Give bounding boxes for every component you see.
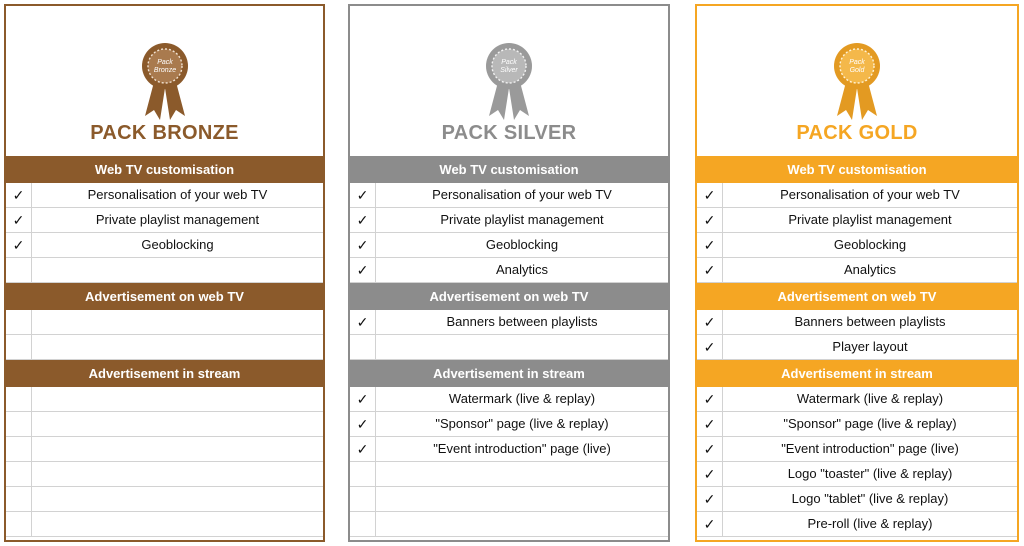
feature-label: Personalisation of your web TV xyxy=(780,187,960,202)
feature-label: Logo "tablet" (live & replay) xyxy=(791,491,949,506)
checkmark-icon xyxy=(6,512,32,536)
feature-row xyxy=(350,258,668,283)
checkmark-icon: ✓ xyxy=(6,208,32,232)
feature-row xyxy=(6,183,323,208)
medal-icon xyxy=(485,42,533,122)
feature-row xyxy=(697,335,1017,360)
feature-label: Pre-roll (live & replay) xyxy=(807,516,933,531)
feature-row xyxy=(6,412,323,437)
medal-text-line2: Gold xyxy=(849,67,865,74)
feature-row xyxy=(6,310,323,335)
pack-header xyxy=(697,6,1017,156)
checkmark-icon xyxy=(6,310,32,334)
feature-label: Watermark (live & replay) xyxy=(796,391,944,406)
feature-label xyxy=(32,310,323,334)
feature-row xyxy=(6,258,323,283)
feature-label: "Event introduction" page (live) xyxy=(433,441,611,456)
checkmark-icon: ✓ xyxy=(697,233,723,257)
checkmark-icon: ✓ xyxy=(697,258,723,282)
checkmark-icon: ✓ xyxy=(350,437,376,461)
checkmark-icon: ✓ xyxy=(350,387,376,411)
medal-text-line1: Pack xyxy=(156,59,173,66)
section-header: Web TV customisation xyxy=(350,156,668,183)
checkmark-icon xyxy=(6,335,32,359)
feature-row xyxy=(350,437,668,462)
checkmark-icon xyxy=(6,387,32,411)
checkmark-icon xyxy=(6,487,32,511)
pack-body xyxy=(6,156,323,537)
feature-label xyxy=(32,258,323,282)
feature-label xyxy=(32,512,323,536)
feature-label xyxy=(32,437,323,461)
checkmark-icon xyxy=(6,412,32,436)
feature-row xyxy=(697,258,1017,283)
checkmark-icon: ✓ xyxy=(697,462,723,486)
section-header: Web TV customisation xyxy=(697,156,1017,183)
feature-row xyxy=(697,208,1017,233)
checkmark-icon xyxy=(6,437,32,461)
medal-icon xyxy=(833,42,881,122)
feature-row xyxy=(697,437,1017,462)
feature-row xyxy=(6,437,323,462)
checkmark-icon xyxy=(6,258,32,282)
checkmark-icon xyxy=(350,462,376,486)
feature-row xyxy=(697,512,1017,537)
checkmark-icon: ✓ xyxy=(6,183,32,207)
feature-row xyxy=(697,462,1017,487)
feature-row xyxy=(350,387,668,412)
feature-label xyxy=(376,462,668,486)
feature-row xyxy=(697,233,1017,258)
checkmark-icon: ✓ xyxy=(350,412,376,436)
checkmark-icon: ✓ xyxy=(350,183,376,207)
feature-row xyxy=(350,310,668,335)
section-header: Advertisement in stream xyxy=(6,360,323,387)
feature-row xyxy=(350,512,668,537)
feature-label: Private playlist management xyxy=(440,212,604,227)
feature-row xyxy=(697,387,1017,412)
feature-label: Geoblocking xyxy=(141,237,214,252)
checkmark-icon: ✓ xyxy=(350,208,376,232)
feature-label: "Sponsor" page (live & replay) xyxy=(435,416,609,431)
feature-label: Player layout xyxy=(832,339,908,354)
feature-label: "Sponsor" page (live & replay) xyxy=(783,416,957,431)
checkmark-icon: ✓ xyxy=(697,412,723,436)
medal-text-line2: Silver xyxy=(500,67,518,74)
feature-row xyxy=(697,310,1017,335)
feature-label: Geoblocking xyxy=(485,237,559,252)
pack-title: PACK BRONZE xyxy=(90,122,239,144)
feature-label: Banners between playlists xyxy=(446,314,598,329)
feature-label: "Event introduction" page (live) xyxy=(781,441,959,456)
feature-label: Analytics xyxy=(495,262,549,277)
feature-row xyxy=(350,208,668,233)
feature-row xyxy=(6,462,323,487)
feature-label: Personalisation of your web TV xyxy=(87,187,268,202)
feature-row xyxy=(350,335,668,360)
checkmark-icon: ✓ xyxy=(697,487,723,511)
feature-row xyxy=(350,233,668,258)
checkmark-icon: ✓ xyxy=(350,310,376,334)
feature-row xyxy=(6,335,323,360)
feature-label: Private playlist management xyxy=(95,212,260,227)
checkmark-icon: ✓ xyxy=(697,310,723,334)
checkmark-icon: ✓ xyxy=(697,183,723,207)
section-header: Advertisement on web TV xyxy=(697,283,1017,310)
feature-row xyxy=(6,387,323,412)
pack-title: PACK SILVER xyxy=(441,122,577,144)
pack-gold-card xyxy=(695,4,1019,542)
feature-label xyxy=(32,387,323,411)
medal-text-line2: Bronze xyxy=(153,67,176,74)
checkmark-icon: ✓ xyxy=(350,233,376,257)
feature-row xyxy=(6,233,323,258)
checkmark-icon xyxy=(6,462,32,486)
checkmark-icon xyxy=(350,512,376,536)
checkmark-icon: ✓ xyxy=(697,437,723,461)
feature-row xyxy=(6,208,323,233)
checkmark-icon: ✓ xyxy=(697,387,723,411)
section-header: Web TV customisation xyxy=(6,156,323,183)
feature-row xyxy=(6,487,323,512)
feature-row xyxy=(697,412,1017,437)
feature-row xyxy=(350,487,668,512)
pack-body xyxy=(350,156,668,537)
feature-label: Banners between playlists xyxy=(794,314,946,329)
pack-silver-card xyxy=(348,4,670,542)
checkmark-icon xyxy=(350,335,376,359)
feature-label: Logo "toaster" (live & replay) xyxy=(787,466,953,481)
feature-label xyxy=(32,335,323,359)
feature-label xyxy=(32,462,323,486)
checkmark-icon xyxy=(350,487,376,511)
feature-row xyxy=(697,183,1017,208)
feature-row xyxy=(350,412,668,437)
feature-label xyxy=(376,487,668,511)
section-header: Advertisement on web TV xyxy=(6,283,323,310)
checkmark-icon: ✓ xyxy=(697,512,723,536)
feature-row xyxy=(697,487,1017,512)
medal-text-line1: Pack xyxy=(501,59,517,66)
pack-title: PACK GOLD xyxy=(796,122,918,144)
feature-row xyxy=(350,462,668,487)
feature-label: Watermark (live & replay) xyxy=(448,391,596,406)
feature-label: Analytics xyxy=(843,262,897,277)
feature-label xyxy=(376,335,668,359)
checkmark-icon: ✓ xyxy=(6,233,32,257)
section-header: Advertisement in stream xyxy=(350,360,668,387)
feature-label xyxy=(32,412,323,436)
pack-header xyxy=(6,6,323,156)
feature-label: Personalisation of your web TV xyxy=(432,187,612,202)
pack-bronze-card xyxy=(4,4,325,542)
checkmark-icon: ✓ xyxy=(697,335,723,359)
feature-row xyxy=(6,512,323,537)
feature-label: Private playlist management xyxy=(788,212,952,227)
pack-header xyxy=(350,6,668,156)
feature-label: Geoblocking xyxy=(833,237,907,252)
medal-text-line1: Pack xyxy=(849,59,865,66)
section-header: Advertisement on web TV xyxy=(350,283,668,310)
feature-label xyxy=(32,487,323,511)
feature-row xyxy=(350,183,668,208)
section-header: Advertisement in stream xyxy=(697,360,1017,387)
medal-icon xyxy=(141,42,189,122)
pack-body xyxy=(697,156,1017,537)
feature-label xyxy=(376,512,668,536)
checkmark-icon: ✓ xyxy=(697,208,723,232)
checkmark-icon: ✓ xyxy=(350,258,376,282)
